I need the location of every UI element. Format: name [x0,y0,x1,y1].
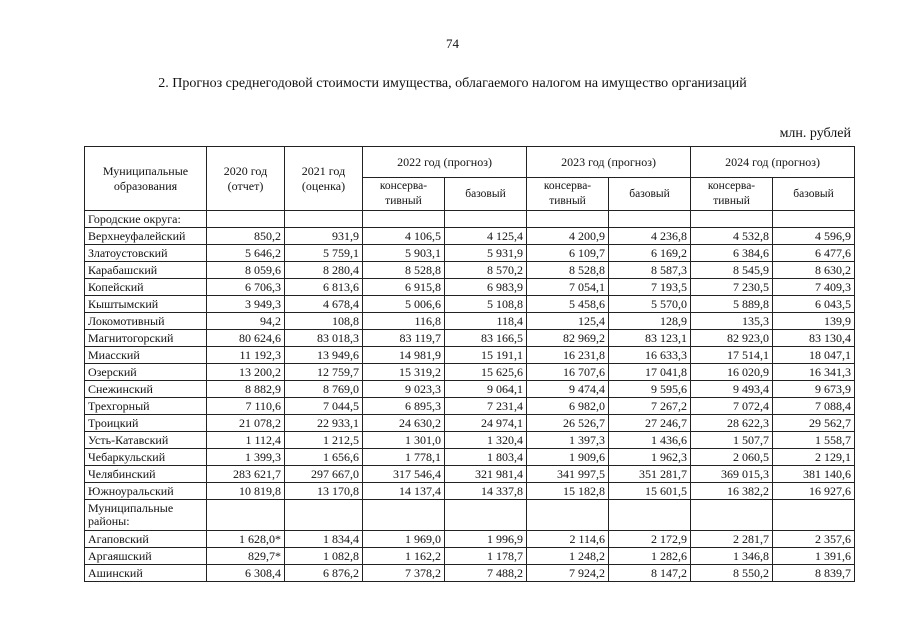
value-cell: 7 044,5 [285,398,363,415]
value-cell: 9 023,3 [363,381,445,398]
value-cell: 2 281,7 [691,531,773,548]
value-cell: 6 308,4 [207,565,285,582]
value-cell: 5 108,8 [445,296,527,313]
municipality-name: Агаповский [85,531,207,548]
value-cell: 321 981,4 [445,466,527,483]
district-rows [85,531,855,582]
value-cell: 7 193,5 [609,279,691,296]
value-cell: 83 018,3 [285,330,363,347]
value-cell: 16 633,3 [609,347,691,364]
municipality-name: Усть-Катавский [85,432,207,449]
header-row-years [85,147,855,178]
value-cell: 22 933,1 [285,415,363,432]
value-cell: 6 043,5 [773,296,855,313]
value-cell: 12 759,7 [285,364,363,381]
header-2022: 2022 год (прогноз) [363,147,527,178]
value-cell: 4 106,5 [363,228,445,245]
value-cell: 1 778,1 [363,449,445,466]
value-cell: 139,9 [773,313,855,330]
value-cell: 2 114,6 [527,531,609,548]
value-cell: 6 983,9 [445,279,527,296]
value-cell: 135,3 [691,313,773,330]
value-cell: 1 803,4 [445,449,527,466]
header-2023: 2023 год (прогноз) [527,147,691,178]
value-cell: 2 357,6 [773,531,855,548]
value-cell: 7 409,3 [773,279,855,296]
value-cell: 9 673,9 [773,381,855,398]
value-cell: 297 667,0 [285,466,363,483]
value-cell: 4 532,8 [691,228,773,245]
header-2024-base: базовый [773,178,855,211]
value-cell: 5 006,6 [363,296,445,313]
value-cell: 1 436,6 [609,432,691,449]
value-cell: 10 819,8 [207,483,285,500]
header-2024-conservative: консерва-тивный [691,178,773,211]
table-row [85,466,855,483]
forecast-table [84,146,855,582]
value-cell: 2 129,1 [773,449,855,466]
header-2024: 2024 год (прогноз) [691,147,855,178]
value-cell: 2 172,9 [609,531,691,548]
table-row [85,381,855,398]
value-cell: 13 200,2 [207,364,285,381]
value-cell: 5 931,9 [445,245,527,262]
value-cell: 6 169,2 [609,245,691,262]
value-cell: 3 949,3 [207,296,285,313]
value-cell: 283 621,7 [207,466,285,483]
municipality-name: Златоустовский [85,245,207,262]
value-cell: 8 550,2 [691,565,773,582]
table-row [85,330,855,347]
table-row [85,565,855,582]
value-cell: 1 969,0 [363,531,445,548]
value-cell: 341 997,5 [527,466,609,483]
municipality-name: Локомотивный [85,313,207,330]
value-cell: 931,9 [285,228,363,245]
value-cell: 15 601,5 [609,483,691,500]
value-cell: 8 769,0 [285,381,363,398]
value-cell: 8 882,9 [207,381,285,398]
municipality-name: Ашинский [85,565,207,582]
header-2022-conservative: консерва-тивный [363,178,445,211]
value-cell: 8 528,8 [363,262,445,279]
value-cell: 6 477,6 [773,245,855,262]
value-cell: 13 170,8 [285,483,363,500]
municipality-name: Кыштымский [85,296,207,313]
municipality-name: Магнитогорский [85,330,207,347]
table-row [85,364,855,381]
value-cell: 9 474,4 [527,381,609,398]
municipality-name: Трехгорный [85,398,207,415]
value-cell: 1 212,5 [285,432,363,449]
value-cell: 13 949,6 [285,347,363,364]
value-cell: 317 546,4 [363,466,445,483]
table-row [85,398,855,415]
value-cell: 18 047,1 [773,347,855,364]
value-cell: 29 562,7 [773,415,855,432]
value-cell: 26 526,7 [527,415,609,432]
value-cell: 118,4 [445,313,527,330]
value-cell: 24 630,2 [363,415,445,432]
value-cell: 6 895,3 [363,398,445,415]
page-number: 74 [446,36,459,51]
municipality-name: Чебаркульский [85,449,207,466]
value-cell: 9 493,4 [691,381,773,398]
value-cell: 4 596,9 [773,228,855,245]
value-cell: 17 041,8 [609,364,691,381]
value-cell: 1 391,6 [773,548,855,565]
value-cell: 1 248,2 [527,548,609,565]
value-cell: 83 119,7 [363,330,445,347]
value-cell: 8 147,2 [609,565,691,582]
value-cell: 9 595,6 [609,381,691,398]
value-cell: 24 974,1 [445,415,527,432]
value-cell: 1 082,8 [285,548,363,565]
value-cell: 6 109,7 [527,245,609,262]
table-row [85,313,855,330]
municipality-name: Челябинский [85,466,207,483]
value-cell: 1 507,7 [691,432,773,449]
value-cell: 381 140,6 [773,466,855,483]
value-cell: 16 341,3 [773,364,855,381]
units-label: млн. рублей [779,126,851,141]
value-cell: 8 570,2 [445,262,527,279]
table-row [85,228,855,245]
value-cell: 1 282,6 [609,548,691,565]
value-cell: 108,8 [285,313,363,330]
value-cell: 11 192,3 [207,347,285,364]
municipality-name: Копейский [85,279,207,296]
table-row [85,347,855,364]
value-cell: 14 337,8 [445,483,527,500]
table-row [85,548,855,565]
municipality-name: Троицкий [85,415,207,432]
table-row [85,449,855,466]
value-cell: 6 915,8 [363,279,445,296]
city-rows [85,228,855,500]
table-row [85,415,855,432]
table-row [85,483,855,500]
value-cell: 1 996,9 [445,531,527,548]
value-cell: 6 982,0 [527,398,609,415]
value-cell: 15 191,1 [445,347,527,364]
value-cell: 4 678,4 [285,296,363,313]
header-2020: 2020 год (отчет) [207,147,285,211]
value-cell: 14 981,9 [363,347,445,364]
value-cell: 1 301,0 [363,432,445,449]
table-row [85,531,855,548]
value-cell: 1 112,4 [207,432,285,449]
value-cell: 116,8 [363,313,445,330]
table-row [85,245,855,262]
value-cell: 1 178,7 [445,548,527,565]
header-2023-base: базовый [609,178,691,211]
value-cell: 16 927,6 [773,483,855,500]
value-cell: 5 646,2 [207,245,285,262]
value-cell: 9 064,1 [445,381,527,398]
value-cell: 1 834,4 [285,531,363,548]
value-cell: 14 137,4 [363,483,445,500]
municipality-name: Аргаяшский [85,548,207,565]
value-cell: 850,2 [207,228,285,245]
value-cell: 8 587,3 [609,262,691,279]
value-cell: 82 969,2 [527,330,609,347]
value-cell: 7 088,4 [773,398,855,415]
value-cell: 15 319,2 [363,364,445,381]
value-cell: 1 558,7 [773,432,855,449]
section-row-districts [85,500,855,531]
value-cell: 5 458,6 [527,296,609,313]
value-cell: 1 346,8 [691,548,773,565]
value-cell: 8 280,4 [285,262,363,279]
header-2022-base: базовый [445,178,527,211]
value-cell: 6 384,6 [691,245,773,262]
municipality-name: Озерский [85,364,207,381]
value-cell: 6 706,3 [207,279,285,296]
value-cell: 16 020,9 [691,364,773,381]
municipality-name: Миасский [85,347,207,364]
value-cell: 80 624,6 [207,330,285,347]
municipality-name: Карабашский [85,262,207,279]
value-cell: 83 123,1 [609,330,691,347]
value-cell: 7 488,2 [445,565,527,582]
section-label-districts: Муниципальные районы: [85,500,207,531]
value-cell: 16 707,6 [527,364,609,381]
value-cell: 5 889,8 [691,296,773,313]
value-cell: 4 200,9 [527,228,609,245]
value-cell: 7 110,6 [207,398,285,415]
value-cell: 16 231,8 [527,347,609,364]
value-cell: 1 162,2 [363,548,445,565]
value-cell: 5 903,1 [363,245,445,262]
value-cell: 21 078,2 [207,415,285,432]
value-cell: 4 125,4 [445,228,527,245]
value-cell: 7 267,2 [609,398,691,415]
value-cell: 7 231,4 [445,398,527,415]
value-cell: 8 839,7 [773,565,855,582]
value-cell: 5 570,0 [609,296,691,313]
value-cell: 7 924,2 [527,565,609,582]
value-cell: 1 962,3 [609,449,691,466]
value-cell: 1 656,6 [285,449,363,466]
value-cell: 1 399,3 [207,449,285,466]
value-cell: 829,7* [207,548,285,565]
value-cell: 351 281,7 [609,466,691,483]
value-cell: 6 876,2 [285,565,363,582]
municipality-name: Верхнеуфалейский [85,228,207,245]
value-cell: 1 320,4 [445,432,527,449]
value-cell: 28 622,3 [691,415,773,432]
value-cell: 5 759,1 [285,245,363,262]
section-row-cities [85,211,855,228]
table-row [85,296,855,313]
municipality-name: Снежинский [85,381,207,398]
value-cell: 1 397,3 [527,432,609,449]
value-cell: 15 182,8 [527,483,609,500]
table-row [85,279,855,296]
value-cell: 27 246,7 [609,415,691,432]
value-cell: 125,4 [527,313,609,330]
table-row [85,432,855,449]
municipality-name: Южноуральский [85,483,207,500]
value-cell: 94,2 [207,313,285,330]
header-2021: 2021 год (оценка) [285,147,363,211]
section-label-cities: Городские округа: [85,211,207,228]
value-cell: 15 625,6 [445,364,527,381]
value-cell: 1 909,6 [527,449,609,466]
value-cell: 82 923,0 [691,330,773,347]
value-cell: 7 072,4 [691,398,773,415]
value-cell: 16 382,2 [691,483,773,500]
value-cell: 1 628,0* [207,531,285,548]
header-2023-conservative: консерва-тивный [527,178,609,211]
value-cell: 17 514,1 [691,347,773,364]
value-cell: 83 130,4 [773,330,855,347]
value-cell: 8 630,2 [773,262,855,279]
value-cell: 83 166,5 [445,330,527,347]
header-municipality: Муниципальные образования [85,147,207,211]
value-cell: 8 528,8 [527,262,609,279]
value-cell: 7 378,2 [363,565,445,582]
document-title: 2. Прогноз среднегодовой стоимости имущества, облагаемого налогом на имущество организаций [158,76,747,91]
value-cell: 8 059,6 [207,262,285,279]
value-cell: 128,9 [609,313,691,330]
value-cell: 2 060,5 [691,449,773,466]
value-cell: 8 545,9 [691,262,773,279]
table-row [85,262,855,279]
value-cell: 369 015,3 [691,466,773,483]
value-cell: 7 230,5 [691,279,773,296]
value-cell: 6 813,6 [285,279,363,296]
value-cell: 7 054,1 [527,279,609,296]
value-cell: 4 236,8 [609,228,691,245]
